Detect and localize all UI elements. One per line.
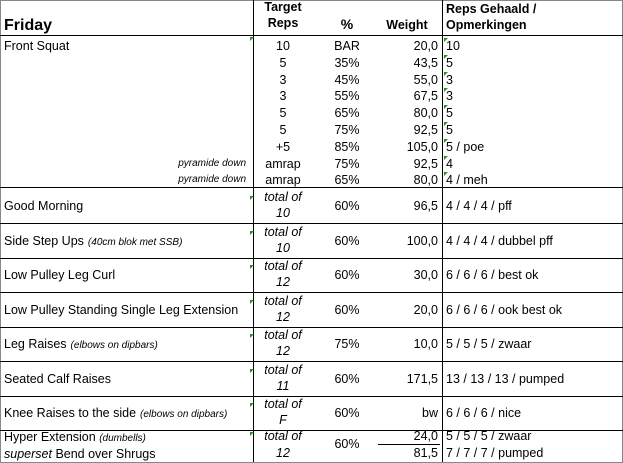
exercise-name	[4, 372, 111, 386]
exercise-percent: 60%	[334, 268, 360, 282]
cell-comment-marker-icon	[250, 334, 254, 338]
exercise-percent: 60%	[334, 406, 360, 420]
set-percent: 65%	[334, 106, 360, 120]
exercise-title: Seated Calf Raises	[4, 372, 112, 386]
exercise-name: Front Squat	[4, 39, 70, 53]
exercise-extra: (40cm blok met SSB)	[87, 237, 183, 248]
exercise-name	[4, 303, 238, 317]
exercise-percent: 60%	[334, 234, 360, 248]
hyper-weight-1: 24,0	[413, 429, 438, 443]
set-reps-done: 4 / meh	[446, 173, 488, 187]
set-reps: 5	[279, 123, 287, 137]
exercise-total-label: total of	[264, 294, 302, 308]
set-weight: 43,5	[413, 56, 438, 70]
exercise-title: Side Step Ups	[4, 234, 84, 248]
set-percent: 85%	[334, 140, 360, 154]
row-divider	[0, 187, 623, 188]
exercise-percent: 75%	[334, 337, 360, 351]
exercise-total-label: total of	[264, 225, 302, 239]
cell-comment-marker-icon	[444, 172, 448, 176]
exercise-total-value: F	[279, 413, 287, 427]
set-reps: amrap	[265, 173, 301, 187]
set-percent: 75%	[334, 123, 360, 137]
set-percent: 55%	[334, 89, 360, 103]
exercise-title: Low Pulley Leg Curl	[4, 268, 116, 282]
target-reps-header-line2: Reps	[267, 16, 299, 30]
exercise-name	[4, 234, 182, 250]
exercise-reps-done: 4 / 4 / 4 / dubbel pff	[446, 234, 553, 248]
cell-comment-marker-icon	[250, 196, 254, 200]
row-divider	[0, 361, 623, 362]
set-reps: 5	[279, 106, 287, 120]
set-reps-done: 5	[446, 123, 453, 137]
row-divider	[0, 223, 623, 224]
set-weight: 67,5	[413, 89, 438, 103]
exercise-total-value: 11	[276, 379, 290, 393]
hyper-percent: 60%	[334, 437, 360, 451]
set-weight: 92,5	[413, 157, 438, 171]
exercise-title: Leg Raises	[4, 337, 67, 351]
exercise-percent: 60%	[334, 303, 360, 317]
reps-done-header-line1: Reps Gehaald /	[446, 2, 537, 16]
set-note: pyramide down	[178, 174, 246, 185]
hyper-name: Hyper Extension	[4, 430, 96, 444]
exercise-reps-done: 6 / 6 / 6 / ook best ok	[446, 303, 563, 317]
cell-comment-marker-icon	[250, 432, 254, 436]
exercise-name	[4, 337, 158, 353]
row-divider	[0, 258, 623, 259]
set-reps-done: 3	[446, 89, 453, 103]
superset-name: Bend over Shrugs	[55, 447, 156, 461]
exercise-title: Knee Raises to the side	[4, 406, 137, 420]
set-percent: 65%	[334, 173, 360, 187]
cell-comment-marker-icon	[250, 369, 254, 373]
hyper-done-2: 7 / 7 / 7 / pumped	[446, 446, 544, 460]
exercise-reps-done: 6 / 6 / 6 / best ok	[446, 268, 539, 282]
superset-line	[4, 447, 156, 461]
set-reps-done: 5	[446, 56, 453, 70]
reps-done-header-line2: Opmerkingen	[446, 18, 527, 32]
cell-comment-marker-icon	[444, 122, 448, 126]
set-note: pyramide down	[178, 158, 246, 169]
exercise-title: Low Pulley Standing Single Leg Extension	[4, 303, 239, 317]
set-weight: 92,5	[413, 123, 438, 137]
exercise-reps-done: 4 / 4 / 4 / pff	[446, 199, 512, 213]
exercise-weight: 171,5	[406, 372, 438, 386]
exercise-total-value: 12	[276, 275, 290, 289]
exercise-total-label: total of	[264, 328, 302, 342]
set-weight: 105,0	[406, 140, 438, 154]
exercise-reps-done: 5 / 5 / 5 / zwaar	[446, 337, 532, 351]
exercise-weight: 20,0	[413, 303, 438, 317]
exercise-total-label: total of	[264, 363, 302, 377]
set-weight: 20,0	[413, 39, 438, 53]
exercise-extra: (elbows on dipbars)	[140, 409, 228, 420]
set-reps: 10	[276, 39, 290, 53]
weight-header: Weight	[386, 18, 428, 32]
exercise-reps-done: 13 / 13 / 13 / pumped	[446, 372, 565, 386]
set-reps-done: 4	[446, 157, 453, 171]
cell-comment-marker-icon	[444, 38, 448, 42]
exercise-reps-done: 6 / 6 / 6 / nice	[446, 406, 522, 420]
exercise-total-label: total of	[264, 190, 302, 204]
set-reps-done: 5 / poe	[446, 140, 485, 154]
cell-comment-marker-icon	[250, 231, 254, 235]
cell-comment-marker-icon	[444, 88, 448, 92]
exercise-weight: 10,0	[413, 337, 438, 351]
row-divider	[0, 396, 623, 397]
set-weight: 80,0	[413, 106, 438, 120]
set-weight: 55,0	[413, 73, 438, 87]
exercise-weight: 30,0	[413, 268, 438, 282]
set-percent: BAR	[334, 39, 360, 53]
exercise-total-value: 10	[276, 241, 290, 255]
set-reps-done: 5	[446, 106, 453, 120]
exercise-percent: 60%	[334, 199, 360, 213]
set-reps: 5	[279, 56, 287, 70]
cell-comment-marker-icon	[444, 55, 448, 59]
set-reps: 3	[279, 89, 287, 103]
set-percent: 35%	[334, 56, 360, 70]
cell-comment-marker-icon	[250, 300, 254, 304]
hyper-done-1: 5 / 5 / 5 / zwaar	[446, 429, 532, 443]
superset-label: superset	[4, 447, 52, 461]
hyper-total-label: total of	[264, 429, 302, 443]
exercise-name	[4, 430, 146, 446]
exercise-total-label: total of	[264, 397, 302, 411]
cell-comment-marker-icon	[250, 265, 254, 269]
hyper-total-value: 12	[276, 446, 290, 460]
cell-comment-marker-icon	[444, 139, 448, 143]
exercise-total-label: total of	[264, 259, 302, 273]
exercise-weight: 96,5	[413, 199, 438, 213]
page-title: Friday	[4, 17, 53, 34]
cell-comment-marker-icon	[250, 37, 254, 41]
set-percent: 45%	[334, 73, 360, 87]
set-weight: 80,0	[413, 173, 438, 187]
cell-comment-marker-icon	[444, 72, 448, 76]
percent-header: %	[340, 16, 354, 32]
cell-comment-marker-icon	[444, 105, 448, 109]
exercise-weight: 100,0	[406, 234, 438, 248]
set-percent: 75%	[334, 157, 360, 171]
exercise-total-value: 10	[276, 206, 290, 220]
header-divider	[0, 35, 623, 36]
set-reps-done: 3	[446, 73, 453, 87]
set-reps: +5	[275, 140, 291, 154]
exercise-title: Good Morning	[4, 199, 84, 213]
set-reps-done: 10	[446, 39, 460, 53]
exercise-extra: (elbows on dipbars)	[70, 340, 158, 351]
exercise-weight: bw	[422, 406, 438, 420]
exercise-name	[4, 406, 227, 422]
exercise-total-value: 12	[276, 310, 290, 324]
hyper-extra: (dumbells)	[99, 433, 146, 444]
set-reps: amrap	[265, 157, 301, 171]
cell-comment-marker-icon	[444, 156, 448, 160]
exercise-percent: 60%	[334, 372, 360, 386]
divider-col-weight	[442, 0, 443, 462]
target-reps-header-line1: Target	[264, 0, 302, 14]
exercise-name	[4, 268, 115, 282]
row-divider	[0, 327, 623, 328]
row-divider	[0, 292, 623, 293]
exercise-total-value: 12	[276, 344, 290, 358]
cell-comment-marker-icon	[250, 403, 254, 407]
set-reps: 3	[279, 73, 287, 87]
weight-underline	[378, 444, 440, 445]
hyper-weight-2: 81,5	[413, 446, 438, 460]
exercise-name	[4, 199, 83, 213]
